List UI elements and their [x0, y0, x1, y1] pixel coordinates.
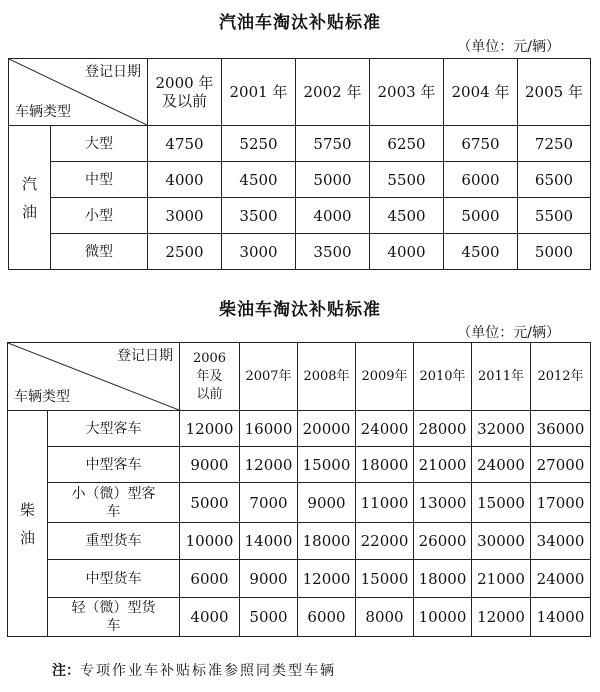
footnote-text: 专项作业车补贴标准参照同类型车辆: [80, 663, 336, 679]
diesel-subsidy-value: 6000: [298, 598, 356, 637]
gasoline-header-type-label: 车辆类型: [15, 104, 71, 120]
table-row: [8, 447, 591, 483]
gasoline-subsidy-value: 6750: [444, 126, 518, 162]
gasoline-year-header: 2001 年: [222, 59, 296, 126]
diesel-unit-label: （单位：元/辆）: [457, 325, 560, 341]
gasoline-subsidy-value: 3000: [148, 198, 222, 234]
diesel-table-title: 柴油车淘汰补贴标准: [219, 300, 381, 320]
gasoline-subsidy-value: 5000: [296, 162, 370, 198]
gasoline-subsidy-value: 5750: [296, 126, 370, 162]
diesel-subsidy-value: 27000: [531, 447, 591, 483]
gasoline-subsidy-value: 4500: [444, 234, 518, 270]
diesel-subsidy-value: 11000: [356, 483, 414, 523]
diesel-vehicle-type: 中型客车: [48, 447, 180, 483]
diesel-subsidy-value: 10000: [414, 598, 472, 637]
diesel-year-header: 2012年: [531, 343, 591, 411]
diesel-subsidy-value: 10000: [180, 523, 240, 560]
diesel-subsidy-value: 24000: [472, 447, 531, 483]
gasoline-vehicle-type: 微型: [51, 234, 148, 270]
diesel-subsidy-value: 7000: [240, 483, 298, 523]
table-row: [9, 162, 591, 198]
diesel-header-date-label: 登记日期: [117, 348, 173, 364]
gasoline-subsidy-value: 4000: [296, 198, 370, 234]
table-row: [8, 598, 591, 637]
diesel-subsidy-value: 24000: [531, 560, 591, 598]
table-row: [9, 126, 591, 162]
diesel-subsidy-value: 4000: [180, 598, 240, 637]
diesel-subsidy-value: 22000: [356, 523, 414, 560]
gasoline-subsidy-value: 2500: [148, 234, 222, 270]
gasoline-diagonal-header: [9, 59, 148, 126]
diesel-vehicle-type: 重型货车: [48, 523, 180, 560]
diesel-vehicle-type: 小（微）型客 车: [48, 483, 180, 523]
gasoline-unit-label: （单位：元/辆）: [457, 39, 560, 55]
diesel-vehicle-type: 中型货车: [48, 560, 180, 598]
diesel-subsidy-value: 8000: [356, 598, 414, 637]
diesel-subsidy-table: [7, 342, 591, 637]
diesel-subsidy-value: 17000: [531, 483, 591, 523]
gasoline-year-header: 2004 年: [444, 59, 518, 126]
gasoline-subsidy-value: 6250: [370, 126, 444, 162]
diesel-year-header: 2011年: [472, 343, 531, 411]
diesel-subsidy-value: 5000: [240, 598, 298, 637]
gasoline-year-header: 2005 年: [518, 59, 591, 126]
diesel-subsidy-value: 16000: [240, 411, 298, 447]
diesel-subsidy-value: 21000: [414, 447, 472, 483]
diesel-fuel-group-label: 柴 油: [8, 411, 48, 637]
table-row: [8, 483, 591, 523]
diesel-subsidy-value: 15000: [472, 483, 531, 523]
gasoline-year-header: 2000 年 及以前: [148, 59, 222, 126]
table-row: [8, 411, 591, 447]
gasoline-vehicle-type: 小型: [51, 198, 148, 234]
diesel-vehicle-type: 轻（微）型货 车: [48, 598, 180, 637]
diesel-year-header: 2008年: [298, 343, 356, 411]
diesel-subsidy-value: 20000: [298, 411, 356, 447]
diesel-subsidy-value: 5000: [180, 483, 240, 523]
gasoline-subsidy-value: 3000: [222, 234, 296, 270]
diesel-subsidy-value: 30000: [472, 523, 531, 560]
gasoline-subsidy-value: 3500: [222, 198, 296, 234]
gasoline-subsidy-value: 6500: [518, 162, 591, 198]
diesel-diagonal-header: [8, 343, 180, 411]
gasoline-year-header: 2003 年: [370, 59, 444, 126]
diesel-subsidy-value: 13000: [414, 483, 472, 523]
table-row: [8, 523, 591, 560]
diesel-header-row: [8, 343, 591, 411]
diesel-subsidy-value: 28000: [414, 411, 472, 447]
gasoline-subsidy-value: 5500: [518, 198, 591, 234]
gasoline-subsidy-value: 4500: [370, 198, 444, 234]
gasoline-subsidy-value: 5250: [222, 126, 296, 162]
diesel-subsidy-value: 9000: [298, 483, 356, 523]
gasoline-header-row: [9, 59, 591, 126]
table-row: [9, 198, 591, 234]
gasoline-subsidy-value: 5500: [370, 162, 444, 198]
diesel-subsidy-value: 24000: [356, 411, 414, 447]
diesel-subsidy-value: 14000: [531, 598, 591, 637]
diesel-year-header: 2009年: [356, 343, 414, 411]
diesel-year-header: 2007年: [240, 343, 298, 411]
gasoline-vehicle-type: 中型: [51, 162, 148, 198]
diesel-subsidy-value: 12000: [298, 560, 356, 598]
gasoline-subsidy-value: 4000: [370, 234, 444, 270]
diesel-subsidy-value: 14000: [240, 523, 298, 560]
gasoline-vehicle-type: 大型: [51, 126, 148, 162]
diesel-subsidy-value: 18000: [356, 447, 414, 483]
gasoline-year-header: 2002 年: [296, 59, 370, 126]
gasoline-subsidy-value: 4750: [148, 126, 222, 162]
gasoline-fuel-group-label: 汽 油: [9, 126, 51, 270]
diesel-subsidy-value: 12000: [240, 447, 298, 483]
diesel-subsidy-value: 12000: [180, 411, 240, 447]
diesel-subsidy-value: 32000: [472, 411, 531, 447]
footnote: [52, 660, 336, 680]
table-row: [9, 234, 591, 270]
diesel-subsidy-value: 18000: [298, 523, 356, 560]
diesel-subsidy-value: 36000: [531, 411, 591, 447]
gasoline-subsidy-value: 5000: [444, 198, 518, 234]
gasoline-subsidy-table: [8, 58, 591, 270]
diesel-year-header: 2010年: [414, 343, 472, 411]
diesel-subsidy-value: 15000: [356, 560, 414, 598]
diesel-subsidy-value: 18000: [414, 560, 472, 598]
gasoline-subsidy-value: 6000: [444, 162, 518, 198]
gasoline-header-date-label: 登记日期: [85, 64, 141, 80]
diesel-subsidy-value: 12000: [472, 598, 531, 637]
diesel-subsidy-value: 21000: [472, 560, 531, 598]
gasoline-table-title: 汽油车淘汰补贴标准: [219, 13, 381, 33]
diesel-subsidy-value: 34000: [531, 523, 591, 560]
diesel-subsidy-value: 15000: [298, 447, 356, 483]
diesel-subsidy-value: 9000: [240, 560, 298, 598]
gasoline-subsidy-value: 3500: [296, 234, 370, 270]
diesel-vehicle-type: 大型客车: [48, 411, 180, 447]
gasoline-subsidy-value: 7250: [518, 126, 591, 162]
gasoline-subsidy-value: 4000: [148, 162, 222, 198]
diesel-subsidy-value: 9000: [180, 447, 240, 483]
table-row: [8, 560, 591, 598]
gasoline-subsidy-value: 4500: [222, 162, 296, 198]
diesel-year-header: 2006 年及 以前: [180, 343, 240, 411]
diesel-subsidy-value: 6000: [180, 560, 240, 598]
diesel-subsidy-value: 26000: [414, 523, 472, 560]
footnote-label: 注：: [52, 663, 80, 679]
diesel-header-type-label: 车辆类型: [14, 389, 70, 405]
gasoline-subsidy-value: 5000: [518, 234, 591, 270]
